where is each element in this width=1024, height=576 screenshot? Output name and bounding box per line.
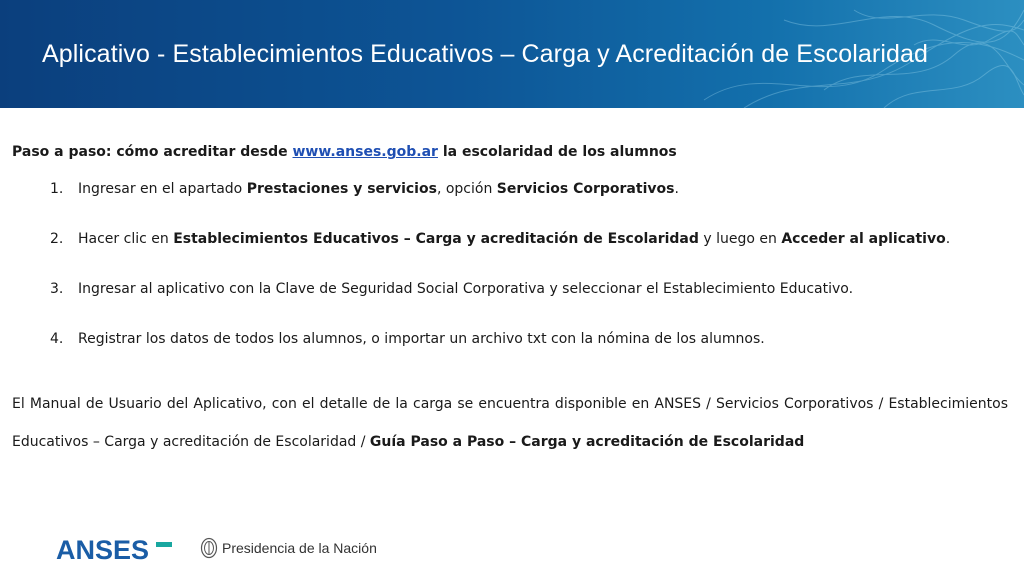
step-text: Hacer clic en [78,231,174,247]
step-item [12,327,1008,377]
presidencia-label: Presidencia de la Nación [222,540,377,556]
step-item [12,277,1008,327]
step-bold: Prestaciones y servicios [246,181,437,197]
step-bold: Acceder al aplicativo [781,231,946,247]
step-number: 4. [50,331,64,347]
intro-line [12,140,1008,164]
intro-suffix: la escolaridad de los alumnos [437,144,677,160]
step-text: . [674,181,679,197]
step-text: y luego en [698,231,782,247]
footer [0,528,1024,576]
step-text: Ingresar al aplicativo con la Clave de Seguridad Social Corporativa y seleccionar el Establecimiento Educativo. [78,281,854,297]
step-text: , opción [436,181,497,197]
national-seal-icon [200,537,218,559]
title-banner [0,0,1024,108]
presidencia-logo [200,536,377,560]
page-title: Aplicativo - Establecimientos Educativos – Carga y Acreditación de Escolaridad [42,40,929,68]
intro-prefix: Paso a paso: cómo acreditar desde [12,144,293,160]
step-number: 1. [50,181,64,197]
instructions-body [12,140,1008,450]
step-text: Registrar los datos de todos los alumnos, o importar un archivo txt con la nómina de los alumnos. [78,331,765,347]
anses-logo [56,532,178,568]
manual-note-text: El Manual de Usuario del Aplicativo, con el detalle de la carga se encuentra disponible en ANSES / Servicios Corporativos / Establecimientos Educativos – Carga y acreditación de Escolaridad / [12,396,1008,450]
step-text: Ingresar en el apartado [78,181,247,197]
step-number: 2. [50,231,64,247]
anses-website-link[interactable]: www.anses.gob.ar [292,144,438,160]
manual-guide-title: Guía Paso a Paso – Carga y acreditación de Escolaridad [369,434,805,450]
manual-note [12,385,1008,461]
step-item [12,227,1008,277]
step-number: 3. [50,281,64,297]
step-bold: Establecimientos Educativos – Carga y acreditación de Escolaridad [173,231,699,247]
step-text: . [945,231,951,247]
anses-logo-text: ANSES [56,535,150,565]
steps-list [12,177,1008,377]
step-bold: Servicios Corporativos [496,181,675,197]
step-item [12,177,1008,227]
